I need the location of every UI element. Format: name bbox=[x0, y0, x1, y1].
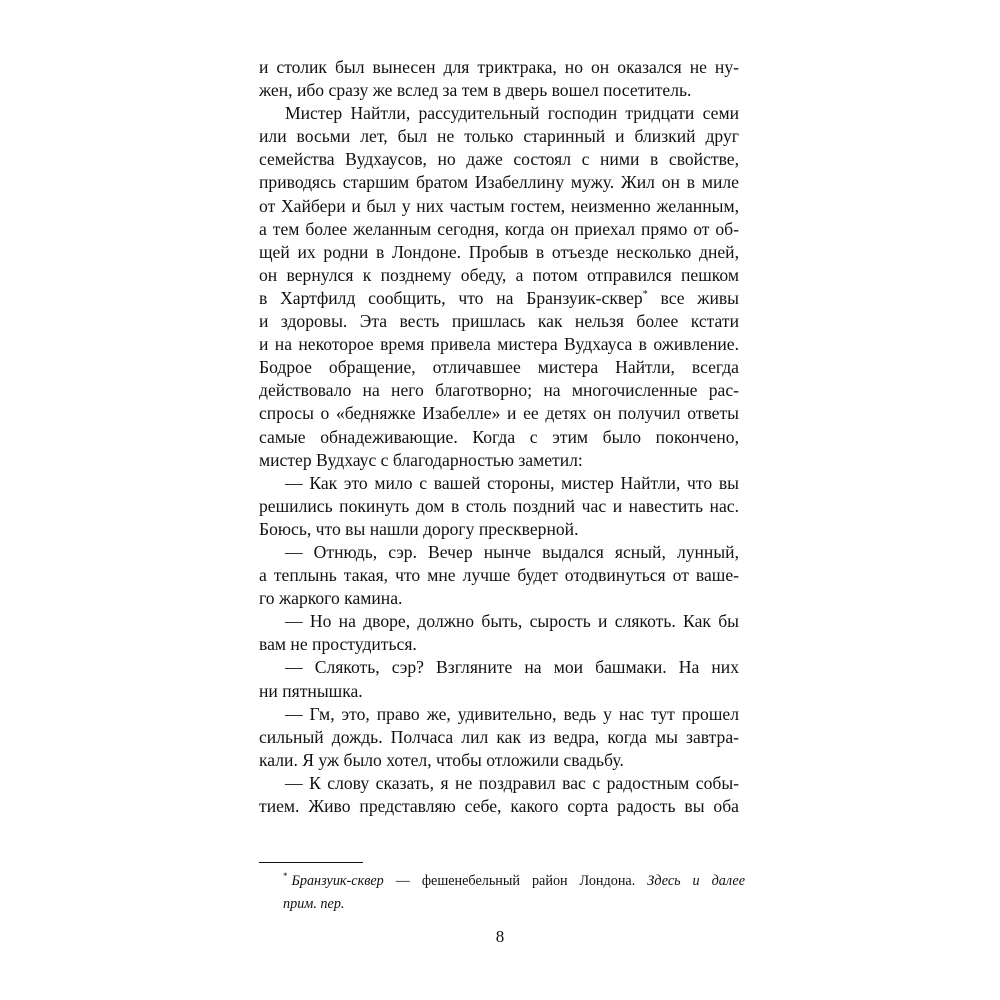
footnote-line: прим. пер. bbox=[283, 895, 345, 912]
text-line: действовало на него благотворно; на многочисленные рас- bbox=[259, 380, 739, 401]
text-line: сильный дождь. Полчаса лил как из ведра, когда мы завтра- bbox=[259, 726, 739, 747]
text-line: щей их родни в Лондоне. Пробыв в отъезде несколько дней, bbox=[259, 241, 739, 262]
text-line: он вернулся к позднему обеду, а потом отправился пешком bbox=[259, 264, 739, 285]
text-line: а тем более желанным сегодня, когда он приехал прямо от об- bbox=[259, 218, 739, 239]
text-line: Мистер Найтли, рассудительный господин тридцати семи bbox=[285, 103, 739, 124]
text-line: го жаркого камина. bbox=[259, 588, 403, 609]
text-line: семейства Вудхаусов, но даже состоял с ними в свойстве, bbox=[259, 149, 739, 170]
text-line: спросы о «бедняжке Изабелле» и ее детях он получил ответы bbox=[259, 403, 739, 424]
text-line: — Как это мило с вашей стороны, мистер Найтли, что вы bbox=[285, 472, 739, 493]
text-line: Бодрое обращение, отличавшее мистера Найтли, всегда bbox=[259, 357, 739, 378]
text-line: приводясь старшим братом Изабеллину мужу. Жил он в миле bbox=[259, 172, 739, 193]
text-line: — Слякоть, сэр? Взгляните на мои башмаки. На них bbox=[285, 657, 739, 678]
text-line: кали. Я уж было хотел, чтобы отложили свадьбу. bbox=[259, 749, 624, 770]
text-line: и на некоторое время привела мистера Вудхауса в оживление. bbox=[259, 334, 739, 355]
text-line: или восьми лет, был не только старинный и близкий друг bbox=[259, 126, 739, 147]
text-line: а теплынь такая, что мне лучше будет отодвинуться от ваше- bbox=[259, 565, 739, 586]
text-line: самые обнадеживающие. Когда с этим было покончено, bbox=[259, 426, 739, 447]
text-line: решились покинуть дом в столь поздний час и навестить нас. bbox=[259, 495, 739, 516]
text-line: вам не простудиться. bbox=[259, 634, 417, 655]
text-line: и здоровы. Эта весть пришлась как нельзя более кстати bbox=[259, 311, 739, 332]
footnote-mark: * bbox=[283, 871, 288, 882]
text-line: от Хайбери и был у них частым гостем, неизменно желанным, bbox=[259, 195, 739, 216]
text-line bbox=[259, 287, 739, 310]
text-line: и столик был вынесен для триктрака, но он оказался не ну- bbox=[259, 57, 739, 77]
footnote-text: — фешенебельный район Лондона. bbox=[383, 873, 648, 889]
text-line: — Гм, это, право же, удивительно, ведь у нас тут прошел bbox=[285, 703, 739, 724]
text-line: ни пятнышка. bbox=[259, 680, 363, 701]
text-line: — К слову сказать, я не поздравил вас с радостным собы- bbox=[285, 772, 739, 793]
footnote-reference: * bbox=[642, 289, 648, 301]
footnote-note: Здесь и далее bbox=[647, 873, 745, 889]
body-text bbox=[259, 56, 739, 818]
footnote bbox=[259, 870, 745, 915]
text-line: — Отнюдь, сэр. Вечер нынче выдался ясный, лунный, bbox=[285, 541, 739, 562]
text-line: мистер Вудхаус с благодарностью заметил: bbox=[259, 449, 583, 470]
text-line: — Но на дворе, должно быть, сырость и слякоть. Как бы bbox=[285, 611, 739, 632]
text-line: Боюсь, что вы нашли дорогу прескверной. bbox=[259, 518, 579, 539]
text-segment: в Хартфилд сообщить, что на Бранзуик-сквер bbox=[259, 287, 643, 308]
footnote-line bbox=[259, 870, 745, 893]
text-segment: все живы bbox=[660, 287, 740, 308]
text-line: тием. Живо представляю себе, какого сорта радость вы оба bbox=[259, 796, 739, 816]
footnote-term: Бранзуик-сквер bbox=[291, 873, 384, 889]
footnote-divider bbox=[259, 862, 363, 863]
text-line: жен, ибо сразу же вслед за тем в дверь вошел посетитель. bbox=[259, 80, 692, 101]
page-number: 8 bbox=[495, 927, 505, 946]
